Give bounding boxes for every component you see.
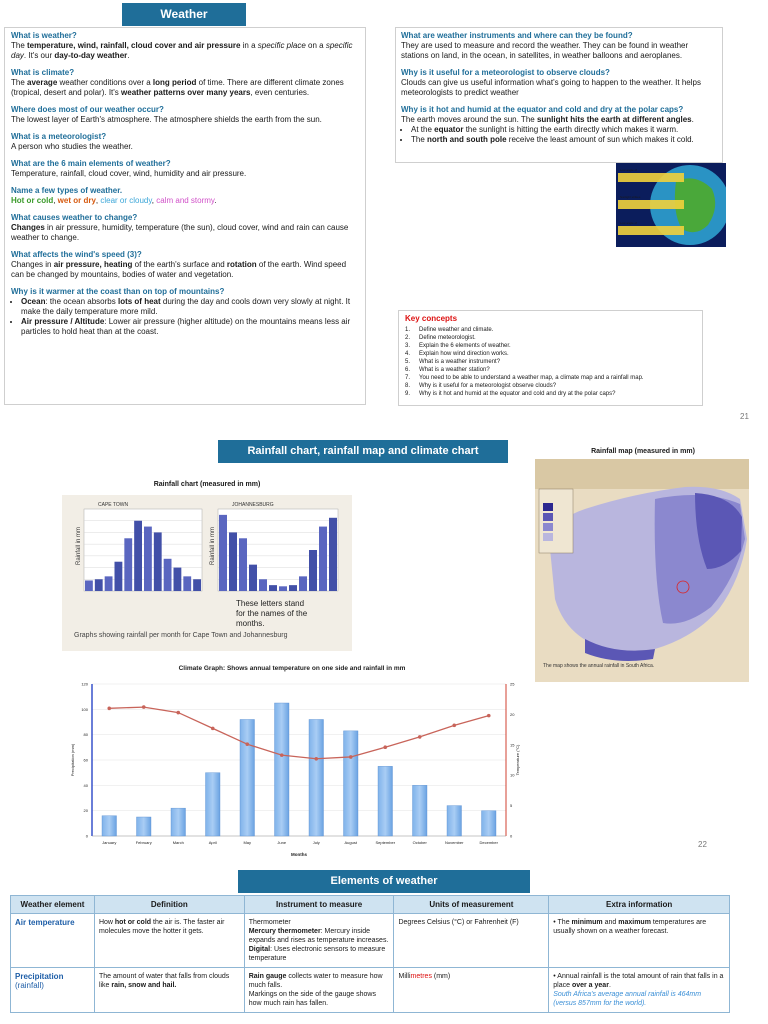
instrument-cell: Rain gauge collects water to measure how much falls. Markings on the side of the gauge shows how much rain has fallen. (244, 968, 394, 1013)
johannesburg-chart-bar (259, 579, 267, 591)
key-concept-item: 4. Explain how wind direction works. (405, 351, 509, 357)
x-tick-label: August (344, 840, 357, 845)
left-qa-answer: Changes in air pressure, heating of the earth's surface and rotation of the earth. Wind speed can be changed by mountains, bodies of water and vegetation. (11, 260, 347, 279)
cape-town-chart-ylabel: Rainfall in mm (76, 526, 82, 565)
johannesburg-chart-bar (319, 527, 327, 591)
x-axis-label: Months (291, 852, 307, 857)
temperature-point (176, 711, 180, 715)
x-tick-label: September (375, 840, 396, 845)
cape-town-chart-bar (164, 559, 172, 591)
y-tick-label: 100 (81, 706, 88, 712)
precipitation-bar (240, 719, 254, 836)
y2-tick-label: 0 (510, 833, 513, 839)
rainfall-photo-caption: Graphs showing rainfall per month for Cape Town and Johannesburg (74, 632, 288, 639)
svg-text:Low angle of: Low angle of (620, 221, 638, 225)
y2-tick-label: 25 (510, 681, 515, 687)
y2-axis-label: Temperature (°C) (515, 744, 520, 776)
precipitation-bar (206, 773, 220, 836)
table-row (11, 968, 730, 1013)
temperature-point (487, 714, 491, 718)
table-header-row (11, 896, 730, 914)
key-concepts-box (398, 310, 703, 406)
left-qa-answer: The temperature, wind, rainfall, cloud cover and air pressure in a specific place on a specific day. It's our day-to-day weather. (11, 41, 353, 60)
units-cell: Millimetres (mm) (394, 968, 549, 1013)
globe-sunlight-diagram (616, 163, 726, 247)
svg-text:Low angle of: Low angle of (620, 168, 638, 172)
temperature-point (349, 755, 353, 759)
rainfall-chart-photo (62, 495, 352, 651)
climate-graph (62, 660, 522, 860)
precipitation-bar (171, 808, 185, 836)
cape-town-chart-bar (95, 579, 103, 591)
key-concept-item: 3. Explain the 6 elements of weather. (405, 343, 511, 349)
key-concept-item: 6. What is a weather station? (405, 367, 490, 373)
y-tick-label: 20 (83, 808, 88, 814)
svg-text:Sunlight strikes: Sunlight strikes (620, 195, 641, 199)
precipitation-bar (137, 817, 151, 836)
right-qa-answer: Clouds can give us useful information what's going to happen to the weather. It helps meteorologists to predict weather (401, 78, 701, 97)
x-tick-label: May (243, 840, 252, 845)
temperature-point (107, 707, 111, 711)
instrument-cell: Thermometer Mercury thermometer: Mercury inside expands and rises as temperature increases. Digital: Uses electronic sensors to measure temperature (244, 914, 394, 968)
left-qa-answer: Changes in air pressure, humidity, temperature (the sun), cloud cover, wind and rain can cause weather to change. (11, 223, 349, 242)
temperature-point (418, 735, 422, 739)
cape-town-chart-city: CAPE TOWN (98, 502, 129, 508)
cape-town-chart-bar (85, 580, 93, 591)
johannesburg-chart-bar (229, 532, 237, 591)
y2-tick-label: 10 (510, 772, 515, 778)
left-qa-answer: The average weather conditions over a long period of time. There are different climate zones (tropical, desert and polar). It's weather patterns over many years, even centuries. (11, 78, 344, 97)
johannesburg-chart-bar (239, 538, 247, 591)
temperature-point (211, 727, 215, 731)
right-qa-answer: They are used to measure and record the weather. They can be found in weather stations on land, in the ocean, in satellites, in weather balloons and aeroplanes. (401, 41, 689, 60)
right-qa-box (395, 27, 723, 163)
right-qa-question: Why is it useful for a meteorologist to observe clouds? (401, 68, 610, 77)
johannesburg-chart-bar (249, 565, 257, 591)
johannesburg-chart-bar (289, 585, 297, 591)
rainfall-photo-note: These letters stand for the names of the months. (236, 599, 308, 628)
rainfall-map-caption: The map shows the annual rainfall in South Africa. (543, 663, 655, 669)
cape-town-chart-bar (134, 521, 142, 591)
right-qa-answer: The earth moves around the sun. The sunlight hits the earth at different angles. • At the equator the sunlight is hitting the earth directly which makes it warm. • The north and south pole receive the least amount of sun which makes it cold. (401, 115, 717, 145)
table-header-cell: Instrument to measure (244, 896, 394, 914)
key-concept-item: 5. What is a weather instrument? (405, 359, 501, 365)
left-qa-question: What is a meteorologist? (11, 132, 107, 141)
johannesburg-chart-bar (299, 576, 307, 591)
element-cell: Air temperature (11, 914, 95, 968)
table-header-cell: Definition (94, 896, 244, 914)
rainfall-map-title: Rainfall map (measured in mm) (591, 448, 695, 455)
table-header-cell: Extra information (549, 896, 730, 914)
x-tick-label: January (102, 840, 117, 845)
extra-info-cell: • The minimum and maximum temperatures are usually shown on a weather forecast. (549, 914, 730, 968)
johannesburg-chart-ylabel: Rainfall in mm (210, 526, 216, 565)
table-header-cell: Weather element (11, 896, 95, 914)
key-concept-item: 2. Define meteorologist. (405, 335, 476, 341)
left-qa-question: What is weather? (11, 31, 77, 40)
x-tick-label: April (208, 840, 217, 845)
y-axis-label: Precipitation (mm) (70, 743, 75, 777)
y-tick-label: 80 (83, 732, 88, 738)
left-qa-answer: • Ocean: the ocean absorbs lots of heat during the day and cools down very slowly at night. It make the daily temperature more mild. • Air pressure / Altitude: Lower air pressure (higher altitude) on the mountains means less air particles to hold heat than at the coast. (11, 297, 359, 337)
johannesburg-chart-bar (269, 585, 277, 591)
temperature-line (109, 707, 489, 759)
johannesburg-chart-bar (309, 550, 317, 591)
cape-town-chart-bar (154, 532, 162, 591)
extra-info-cell: • Annual rainfall is the total amount of rain that falls in a place over a year. South Africa's average annual rainfall is 464mm (versus 857mm for the world). (549, 968, 730, 1013)
right-qa-question: What are weather instruments and where can they be found? (401, 31, 633, 40)
y-tick-label: 60 (83, 757, 88, 763)
y-tick-label: 40 (83, 782, 88, 788)
x-tick-label: February (135, 840, 152, 845)
x-tick-label: November (445, 840, 464, 845)
y-tick-label: 0 (85, 833, 88, 839)
left-qa-box (4, 27, 366, 405)
elements-banner: Elements of weather (238, 870, 530, 893)
precipitation-bar (102, 816, 116, 836)
precipitation-bar (413, 785, 427, 836)
temperature-point (280, 753, 284, 757)
x-tick-label: December (479, 840, 498, 845)
y2-tick-label: 15 (510, 742, 515, 748)
left-qa-question: What is climate? (11, 68, 75, 77)
left-qa-question: What affects the wind's speed (3)? (11, 250, 142, 259)
key-concept-item: 1. Define weather and climate. (405, 327, 494, 333)
cape-town-chart-bar (105, 576, 113, 591)
left-qa-question: Where does most of our weather occur? (11, 105, 164, 114)
weather-banner: Weather (122, 3, 246, 26)
page-number: 22 (698, 840, 707, 849)
key-concept-item: 7. You need to be able to understand a weather map, a climate map and a rainfall map. (405, 375, 644, 381)
climate-graph-title: Climate Graph: Shows annual temperature on one side and rainfall in mm (178, 665, 406, 672)
x-tick-label: July (312, 840, 320, 845)
left-qa-answer: The lowest layer of Earth's atmosphere. The atmosphere shields the earth from the sun. (11, 115, 322, 124)
table-header-cell: Units of measurement (394, 896, 549, 914)
page-number: 21 (740, 412, 749, 421)
left-qa-question: Why is it warmer at the coast than on top of mountains? (11, 287, 225, 296)
key-concepts-list (405, 326, 696, 398)
rainfall-chart-title: Rainfall chart (measured in mm) (153, 481, 261, 488)
y2-tick-label: 20 (510, 711, 515, 717)
left-qa-answer: A person who studies the weather. (11, 142, 133, 151)
precipitation-bar (447, 806, 461, 836)
left-qa-question: What causes weather to change? (11, 213, 138, 222)
x-tick-label: March (172, 840, 184, 845)
cape-town-chart-bar (115, 562, 123, 591)
left-qa-question: What are the 6 main elements of weather? (11, 159, 171, 168)
cape-town-chart-bar (124, 538, 132, 591)
definition-cell: How hot or cold the air is. The faster air molecules move the hotter it gets. (94, 914, 244, 968)
precipitation-bar (482, 811, 496, 836)
definition-cell: The amount of water that falls from clouds like rain, snow and hail. (94, 968, 244, 1013)
precipitation-bar (378, 766, 392, 836)
johannesburg-chart-bar (329, 518, 337, 591)
left-qa-answer: Hot or cold, wet or dry, clear or cloudy, calm and stormy. (11, 196, 217, 205)
precipitation-bar (344, 731, 358, 836)
cape-town-chart-bar (144, 527, 152, 591)
temperature-point (314, 757, 318, 761)
x-tick-label: October (412, 840, 427, 845)
x-tick-label: June (277, 840, 287, 845)
johannesburg-chart-bar (219, 515, 227, 591)
left-qa-question: Name a few types of weather. (11, 186, 123, 195)
precipitation-bar (275, 703, 289, 836)
precipitation-bar (309, 719, 323, 836)
cape-town-chart-bar (193, 579, 201, 591)
rainfall-map (535, 459, 749, 682)
johannesburg-chart-city: JOHANNESBURG (232, 502, 274, 508)
y-tick-label: 120 (81, 681, 88, 687)
table-row (11, 914, 730, 968)
units-cell: Degrees Celsius (°C) or Fahrenheit (F) (394, 914, 549, 968)
rainfall-banner: Rainfall chart, rainfall map and climate chart (218, 440, 508, 463)
temperature-point (245, 742, 249, 746)
left-qa-answer: Temperature, rainfall, cloud cover, wind, humidity and air pressure. (11, 169, 247, 178)
temperature-point (383, 745, 387, 749)
element-cell: Precipitation (rainfall) (11, 968, 95, 1013)
key-concepts-title: Key concepts (405, 314, 458, 323)
temperature-point (452, 724, 456, 728)
key-concept-item: 8. Why is it useful for a meteorologist observe clouds? (405, 383, 557, 389)
y2-tick-label: 5 (510, 803, 513, 809)
elements-table (10, 895, 730, 1013)
key-concept-item: 9. Why is it hot and humid at the equator and cold and dry at the polar caps? (405, 391, 616, 397)
cape-town-chart-bar (174, 568, 182, 591)
cape-town-chart-bar (183, 576, 191, 591)
temperature-point (142, 705, 146, 709)
right-qa-question: Why is it hot and humid at the equator and cold and dry at the polar caps? (401, 105, 684, 114)
johannesburg-chart-bar (279, 586, 287, 591)
